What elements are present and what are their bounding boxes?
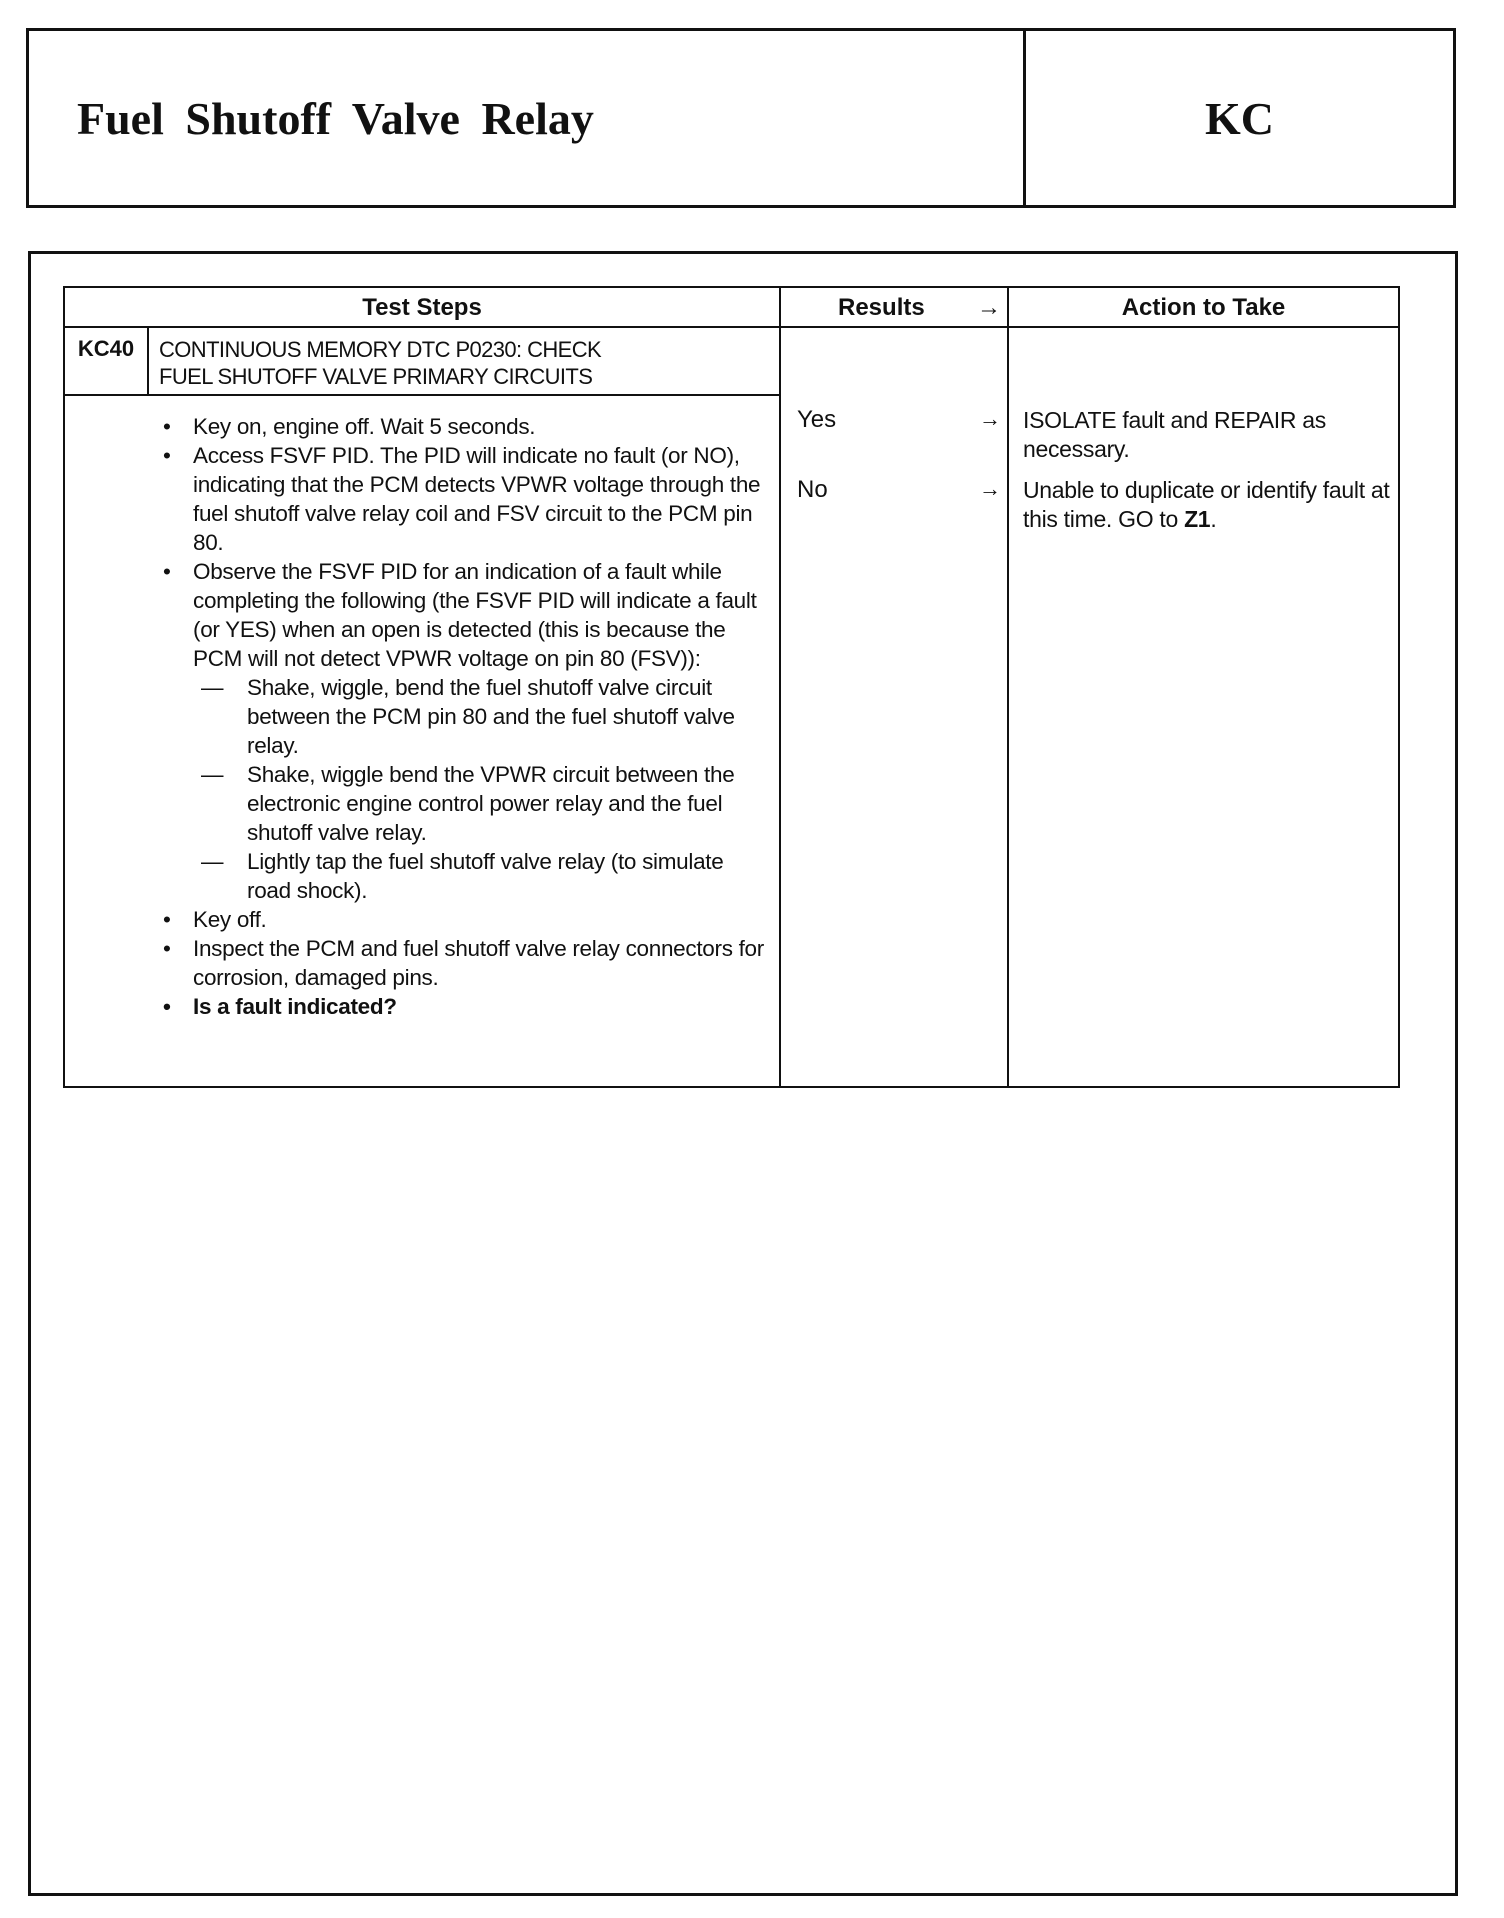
arrow-icon: → xyxy=(977,294,1001,321)
step-title xyxy=(159,336,759,390)
step-question: • Is a fault indicated? xyxy=(149,992,769,1021)
step-title-line-2: FUEL SHUTOFF VALVE PRIMARY CIRCUITS xyxy=(159,364,593,389)
code-cell xyxy=(1026,31,1453,205)
action-no-reference: Z1 xyxy=(1184,506,1211,532)
test-steps-table xyxy=(63,286,1400,1088)
result-no: No xyxy=(797,476,828,503)
step-item: • Inspect the PCM and fuel shutoff valve relay connectors for corrosion, damaged pins. xyxy=(149,934,769,992)
step-subitem: — Shake, wiggle bend the VPWR circuit between the electronic engine control power relay and the fuel shutoff valve relay. xyxy=(149,760,769,847)
step-item: • Access FSVF PID. The PID will indicate no fault (or NO), indicating that the PCM detects VPWR voltage through the fuel shutoff valve relay coil and FSV circuit to the PCM pin 80. xyxy=(149,441,769,557)
step-header-row xyxy=(65,328,781,396)
step-item: • Observe the FSVF PID for an indication of a fault while completing the following (the FSVF PID will indicate a fault (or YES) when an open is detected (this is because the PCM will not detect VPWR voltage on pin 80 (FSV)): xyxy=(149,557,769,673)
step-subitem: — Lightly tap the fuel shutoff valve relay (to simulate road shock). xyxy=(149,847,769,905)
section-code: KC xyxy=(1205,92,1274,144)
step-instructions xyxy=(149,412,769,1021)
result-yes: Yes xyxy=(797,406,837,433)
step-subitem: — Shake, wiggle, bend the fuel shutoff valve circuit between the PCM pin 80 and the fuel shutoff valve relay. xyxy=(149,673,769,760)
page-title: Fuel Shutoff Valve Relay xyxy=(77,92,594,144)
table-header-row xyxy=(65,288,1398,328)
step-id: KC40 xyxy=(65,328,149,394)
column-divider-results xyxy=(779,288,781,1086)
header-results-label: Results xyxy=(838,294,925,321)
action-yes: ISOLATE fault and REPAIR as necessary. xyxy=(1023,407,1326,462)
action-no-suffix: . xyxy=(1210,506,1217,532)
arrow-icon: → xyxy=(979,476,1001,501)
content-frame xyxy=(28,251,1458,1896)
column-divider-action xyxy=(1007,288,1009,1086)
arrow-icon: → xyxy=(979,406,1001,431)
action-no xyxy=(1023,476,1393,534)
step-item: • Key on, engine off. Wait 5 seconds. xyxy=(149,412,769,441)
title-box xyxy=(26,28,1456,208)
header-test-steps: Test Steps xyxy=(362,294,482,321)
title-cell xyxy=(29,31,1026,205)
step-item: • Key off. xyxy=(149,905,769,934)
header-results xyxy=(781,288,1007,326)
step-title-line-1: CONTINUOUS MEMORY DTC P0230: CHECK xyxy=(159,337,602,362)
action-no-text: Unable to duplicate or identify fault at this time. GO to xyxy=(1023,477,1390,532)
header-action: Action to Take xyxy=(1121,294,1286,321)
